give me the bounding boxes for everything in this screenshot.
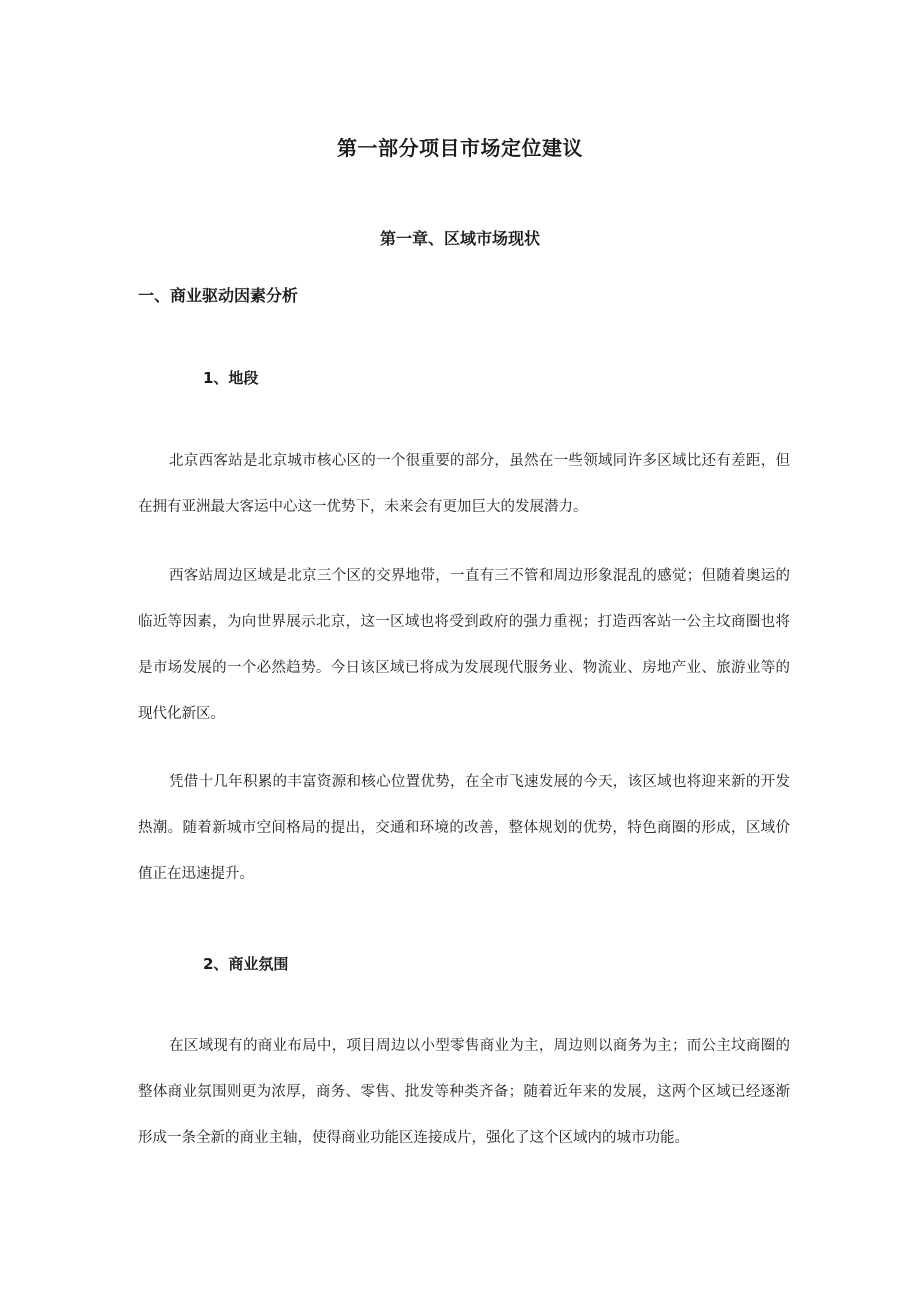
section-heading: 一、商业驱动因素分析	[138, 286, 299, 305]
paragraph: 凭借十几年积累的丰富资源和核心位置优势，在全市飞速发展的今天，该区域也将迎来新的开发热潮。随着新城市空间格局的提出，交通和环境的改善，整体规划的优势，特色商圈的形成，区域价值正在迅速提升。	[138, 774, 790, 882]
subsection-heading-commerce: 2、商业氛围	[203, 955, 289, 973]
document-title: 第一部分项目市场定位建议	[337, 136, 583, 160]
chapter-heading: 第一章、区域市场现状	[379, 229, 540, 248]
subsection-heading-location: 1、地段	[203, 369, 259, 387]
paragraph: 在区域现有的商业布局中，项目周边以小型零售商业为主，周边则以商务为主；而公主坟商圈的整体商业氛围则更为浓厚，商务、零售、批发等种类齐备；随着近年来的发展，这两个区域已经逐渐形成一条全新的商业主轴，使得商业功能区连接成片，强化了这个区域内的城市功能。	[138, 1038, 790, 1146]
paragraph: 北京西客站是北京城市核心区的一个很重要的部分，虽然在一些领域同许多区域比还有差距，但在拥有亚洲最大客运中心这一优势下，未来会有更加巨大的发展潜力。	[138, 453, 790, 515]
paragraph: 西客站周边区域是北京三个区的交界地带，一直有三不管和周边形象混乱的感觉；但随着奥运的临近等因素，为向世界展示北京，这一区域也将受到政府的强力重视；打造西客站一公主坟商圈也将是市场发展的一个必然趋势。今日该区域已将成为发展现代服务业、物流业、房地产业、旅游业等的现代化新区。	[138, 568, 790, 722]
